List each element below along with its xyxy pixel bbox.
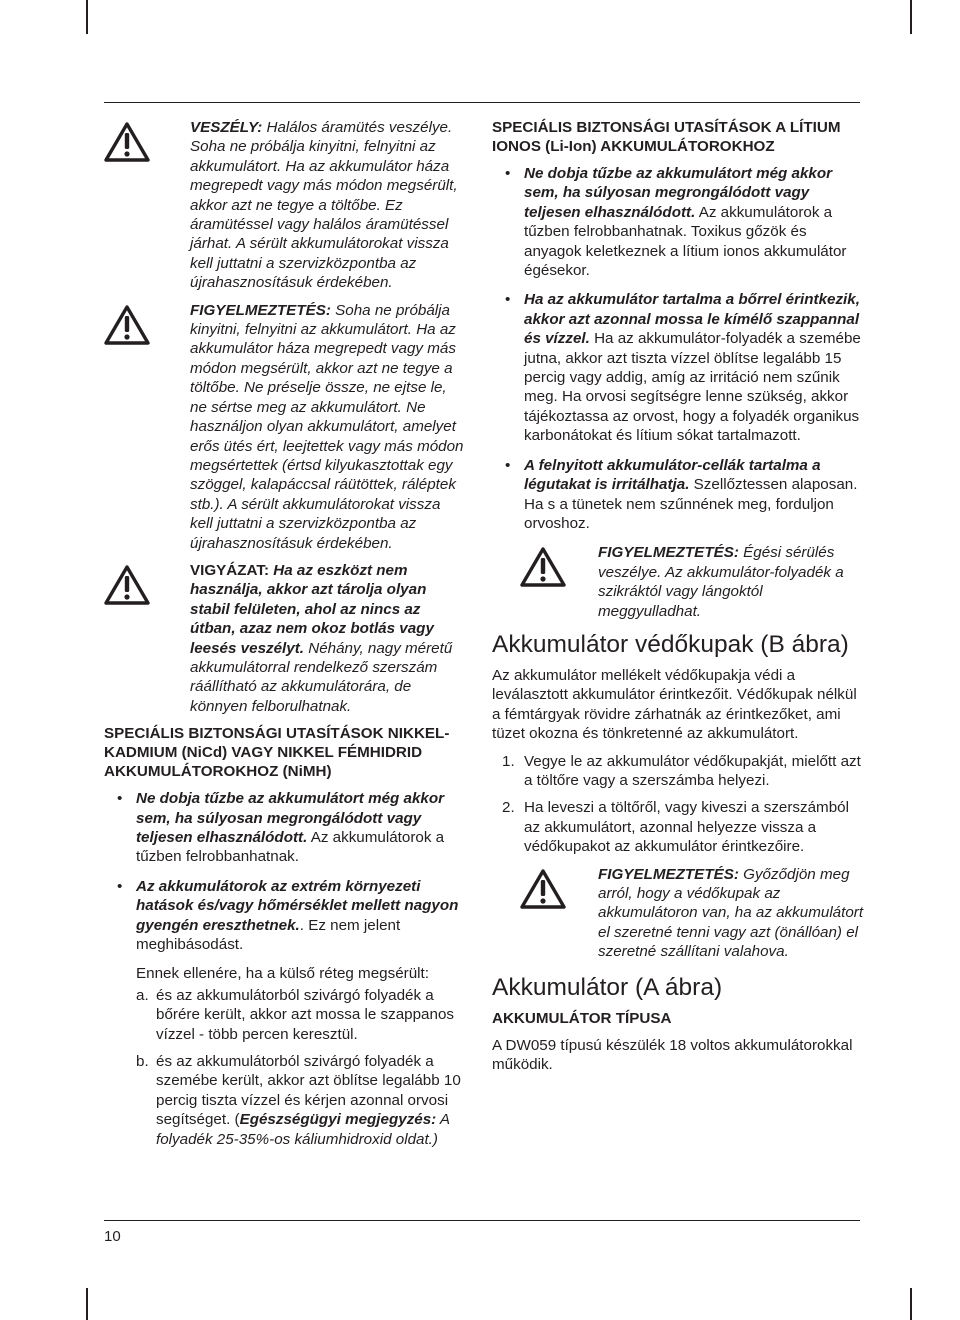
subsection-heading: AKKUMULÁTOR TÍPUSA [492,1009,672,1027]
crop-mark [86,1288,88,1320]
warning-label: FIGYELMEZTETÉS: [598,865,739,883]
attention-warning [104,561,466,716]
warning-triangle-icon [104,301,154,553]
step-text: Ha leveszi a töltőről, vagy kiveszi a szerszámból az akkumulátort, azonnal helyezze vissza a védőkupakot az akkumulátor érintkezőire. [524,799,849,856]
crop-mark [86,0,88,34]
warning-body: Győződjön meg arról, hogy a védőkupak az akkumulátoron van, ha az akkumulátort el szeretné tenni vagy azt (önállóan) el szeretné szállítani valahova. [598,865,864,961]
warning-triangle-icon [520,543,570,621]
warning-body: Soha ne próbálja kinyitni, felnyitni az akkumulátort. Ha az akkumulátor háza megrepedt vagy más módon megsérült, akkor azt ne tegye a töltőbe. Ne préselje össze, ne ejtse le, ne sértse meg az akkumulátort. Ne használjon olyan akkumulátort, amelyet erős ütés ért, leejtettek vagy más módon megsértettek (értsd kilyukasztottak egy szöggel, kalapáccsal ráütöttek, ráléptek stb.). A sérült akkumulátorokat vissza kell juttatni a szervizközpontba az újrahasznosításuk érdekében. [190,301,464,552]
section-heading: SPECIÁLIS BIZTONSÁGI UTASÍTÁSOK NIKKEL-KADMIUM (NiCd) VAGY NIKKEL FÉMHIDRID AKKUMULÁTOROKHOZ (NiMH) [104,725,450,781]
bullet-list [104,789,466,954]
warning-text [190,561,466,716]
warning-text [598,543,864,621]
step-text: Vegye le az akkumulátor védőkupakját, mielőtt azt a töltőre vagy a szerszámba helyezi. [524,752,861,789]
damage-intro: Ennek ellenére, ha a külső réteg megsérült: [136,965,429,983]
warning-triangle-icon [520,865,570,962]
warning-label: VESZÉLY: [190,119,263,136]
list-item [492,798,864,856]
caution-warning [492,865,864,962]
warning-body: Égési sérülés veszélye. Az akkumulátor-folyadék a szikráktól vagy lángoktól meggyulladhat. [598,544,844,620]
section-heading: SPECIÁLIS BIZTONSÁGI UTASÍTÁSOK A LÍTIUM IONOS (Li-Ion) AKKUMULÁTOROKHOZ [492,119,841,155]
sub-text: és az akkumulátorból szivárgó folyadék a bőrére került, akkor azt mossa le szappanos vízzel - több percen keresztül. [156,986,454,1043]
numbered-list [492,752,864,857]
warning-body: Néhány, nagy méretű akkumulátorral rendelkező szerszám ráállítható az akkumulátorára, de könnyen felborulhatnak. [190,639,453,715]
step-number: 1. [502,752,515,770]
bullet-bold: A felnyitott akkumulátor-cellák tartalma a légutakat is irritálhatja. [524,456,821,494]
health-note-text: A folyadék 25-35%-os káliumhidroxid oldat.) [156,1111,450,1148]
sub-item-a [104,986,466,1044]
bullet-bold: Az akkumulátorok az extrém környezeti hatások és/vagy hőmérséklet mellett nagyon gyengén ereszthetnek. [136,877,459,934]
page-number: 10 [104,1228,121,1245]
caution-warning [104,301,466,553]
warning-text [190,118,466,293]
warning-body: Halálos áramütés veszélye. Soha ne próbálja kinyitni, felnyitni az akkumulátort. Ha az akkumulátor háza megrepedt vagy más módon megsérült, akkor azt ne tegye a töltőbe. Ez áramütéssel vagy halálos áramütéssel járhat. A sérült akkumulátorokat vissza kell juttatni a szervizközpontba az újrahasznosításuk érdekében. [190,119,458,292]
list-item [104,877,466,955]
bullet-text: Az akkumulátorok a tűzben felrobbanhatnak. [136,829,445,866]
paragraph: A DW059 típusú készülék 18 voltos akkumulátorokkal működik. [492,1036,853,1074]
list-item [492,164,864,280]
crop-mark [910,1288,912,1320]
right-column [492,118,864,1080]
crop-mark [910,0,912,34]
list-item [104,789,466,867]
warning-text [598,865,864,962]
warning-label: VIGYÁZAT: [190,561,270,579]
sub-text [156,1052,466,1149]
list-item [492,290,864,445]
section-title: Akkumulátor védőkupak (B ábra) [492,630,849,658]
warning-label: FIGYELMEZTETÉS: [190,301,331,319]
footer-rule [104,1220,860,1221]
step-number: 2. [502,799,515,817]
sub-letter: b. [136,1053,149,1071]
paragraph: Az akkumulátor mellékelt védőkupakja védi a leválasztott akkumulátor érintkezőit. Védőkupak nélkül a fémtárgyak rövidre zárhatnák az érintkezőket, ami tüzet okozna és tönkretenné az akkumulátort. [492,666,857,743]
bullet-list [492,164,864,533]
warning-label: FIGYELMEZTETÉS: [598,544,739,562]
sub-item-b [104,1052,466,1149]
caution-warning [492,543,864,621]
bullet-text: Ha az akkumulátor-folyadék a szemébe jutna, akkor azt tiszta vízzel öblítse legalább 15 percig vagy addig, amíg az irritáció nem szűnik meg. Ha orvosi segítségre lenne szükség, akkor tájékoztassa az orvost, hogy a folyadék organikus karbonátokat és lítium sókat tartalmazott. [524,330,861,445]
sub-text-body: és az akkumulátorból szivárgó folyadék a szemébe került, akkor azt öblítse legalább 10 percig tiszta vízzel és kérjen azonnal orvosi segítséget. ( [156,1053,461,1129]
list-item [492,752,864,791]
bullet-bold: Ne dobja tűzbe az akkumulátort még akkor sem, ha súlyosan megrongálódott vagy teljesen elhasználódott. [524,165,833,221]
warning-triangle-icon [104,118,154,293]
bullet-text: Az akkumulátorok a tűzben felrobbanhatnak. Toxikus gőzök és anyagok keletkeznek a lítium ionos akkumulátor égésekor. [524,203,847,280]
header-rule [104,102,860,103]
bullet-text: . Ez nem jelent meghibásodást. [136,916,401,954]
bullet-bold: Ha az akkumulátor tartalma a bőrrel érintkezik, akkor azt azonnal mossa le kímélő szappannal és vízzel. [524,291,860,348]
sub-letter: a. [136,986,149,1004]
bullet-bold: Ne dobja tűzbe az akkumulátort még akkor sem, ha súlyosan megrongálódott vagy teljesen elhasználódott. [136,790,445,846]
bullet-text: Szellőztessen alaposan. Ha s a tünetek nem szűnnének meg, forduljon orvoshoz. [524,476,858,532]
left-column [104,118,466,1149]
section-title: Akkumulátor (A ábra) [492,973,723,1001]
warning-text [190,301,466,553]
warning-bold-text: Ha az eszközt nem használja, akkor azt tárolja olyan stabil felületen, ahol az nincs az útban, azaz nem okoz botlás vagy leesés veszélyt. [190,561,434,657]
danger-warning [104,118,466,293]
warning-triangle-icon [104,561,154,716]
health-note-label: Egészségügyi megjegyzés: [239,1111,437,1129]
list-item [492,456,864,534]
